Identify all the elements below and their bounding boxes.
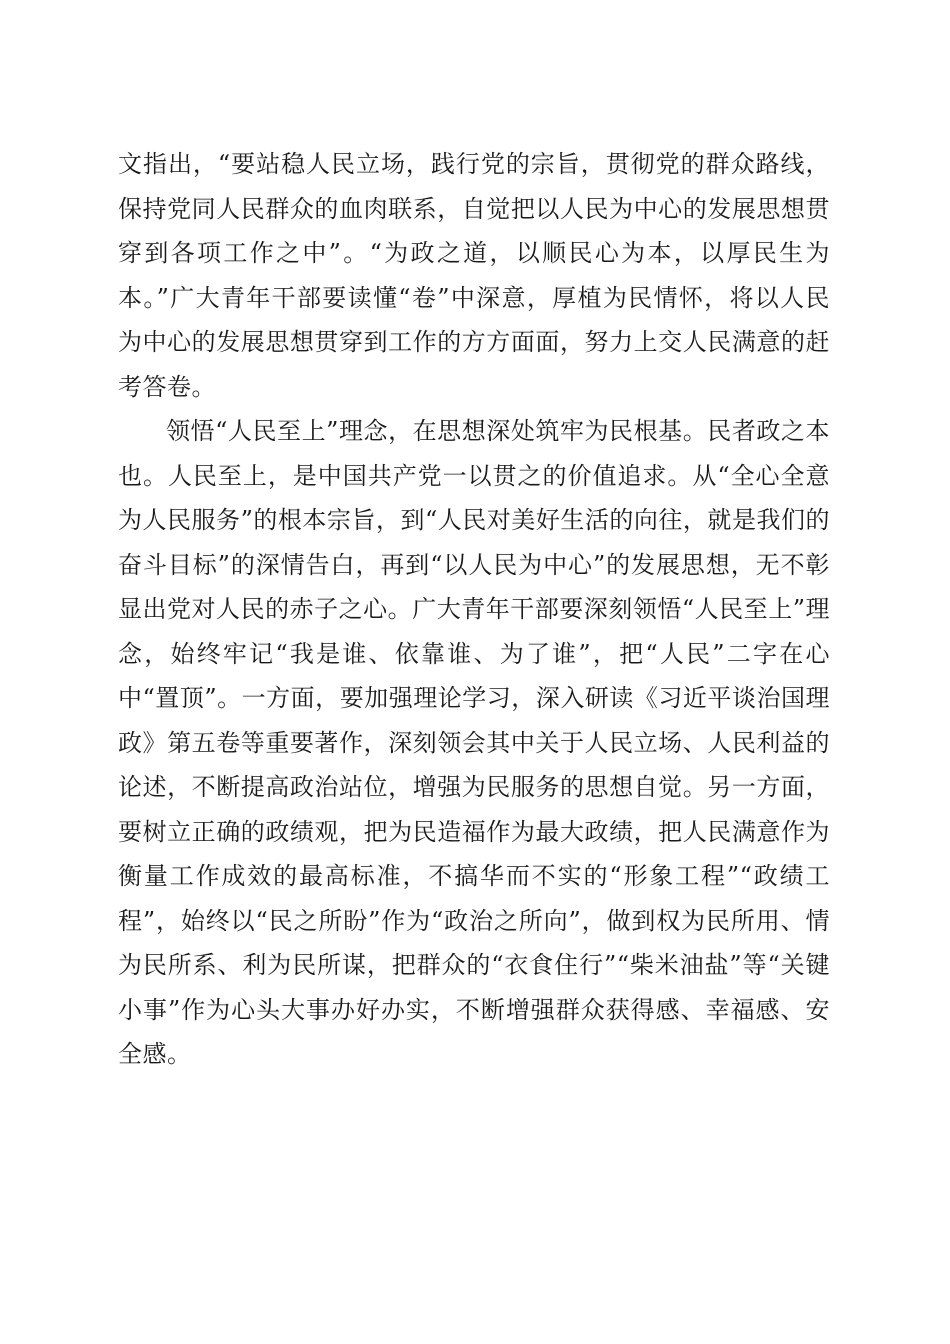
paragraph-1: 文指出，“要站稳人民立场，践行党的宗旨，贯彻党的群众路线，保持党同人民群众的血肉联系，自觉把以人民为中心的发展思想贯穿到各项工作之中”。“为政之道，以顺民心为本，以厚民生为本。”广大青年干部要读懂“卷”中深意，厚植为民情怀，将以人民为中心的发展思想贯穿到工作的方方面面，努力上交人民满意的赶考答卷。: [118, 150, 830, 401]
document-body: [118, 142, 830, 1077]
paragraph-2: 领悟“人民至上”理念，在思想深处筑牢为民根基。民者政之本也。人民至上，是中国共产党一以贯之的价值追求。从“全心全意为人民服务”的根本宗旨，到“人民对美好生活的向往，就是我们的奋斗目标”的深情告白，再到“以人民为中心”的发展思想，无不彰显出党对人民的赤子之心。广大青年干部要深刻领悟“人民至上”理念，始终牢记“我是谁、依靠谁、为了谁”，把“人民”二字在心中“置顶”。一方面，要加强理论学习，深入研读《习近平谈治国理政》第五卷等重要著作，深刻领会其中关于人民立场、人民利益的论述，不断提高政治站位，增强为民服务的思想自觉。另一方面，要树立正确的政绩观，把为民造福作为最大政绩，把人民满意作为衡量工作成效的最高标准，不搞华而不实的“形象工程”“政绩工程”，始终以“民之所盼”作为“政治之所向”，做到权为民所用、情为民所系、利为民所谋，把群众的“衣食住行”“柴米油盐”等“关键小事”作为心头大事办好办实，不断增强群众获得感、幸福感、安全感。: [118, 417, 830, 1068]
